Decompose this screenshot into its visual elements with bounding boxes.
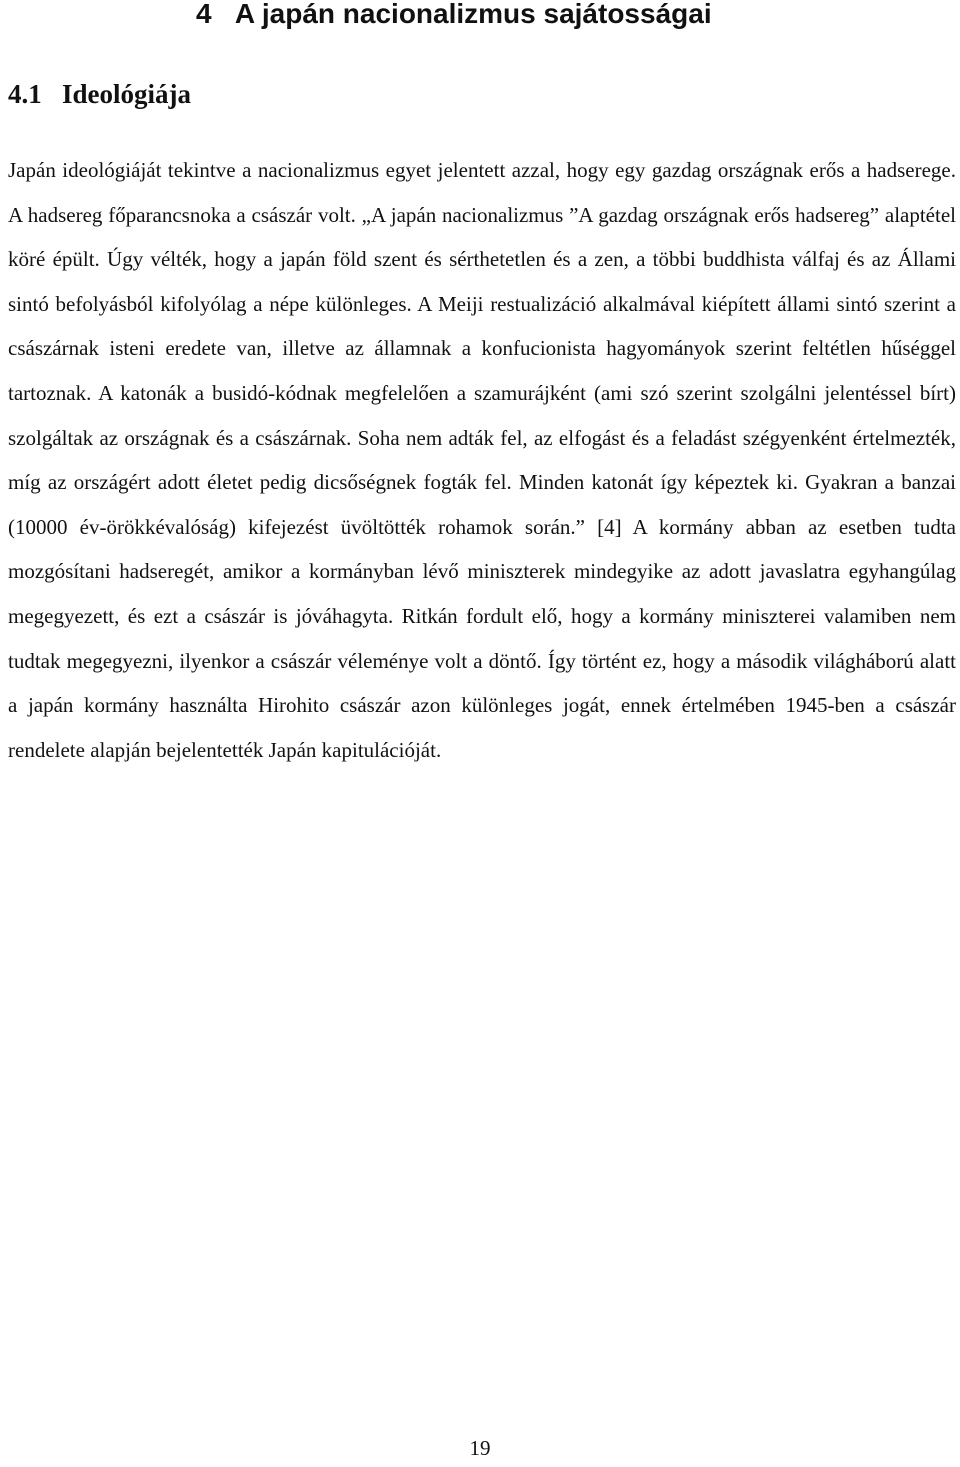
body-paragraph: Japán ideológiáját tekintve a nacionalizmus egyet jelentett azzal, hogy egy gazdag országnak erős a hadserege. A hadsereg főparancsnoka a császár volt. „A japán nacionalizmus ”A gazdag országnak erős hadsereg” alaptétel köré épült. Úgy vélték, hogy a japán föld szent és sérthetetlen és a zen, a többi buddhista válfaj és az Állami sintó befolyásból kifolyólag a népe különleges. A Meiji restualizáció alkalmával kiépített állami sintó szerint a császárnak isteni eredete van, illetve az államnak a konfucionista hagyományok szerint feltétlen hűséggel tartoznak. A katonák a busidó-kódnak megfelelően a szamurájként (ami szó szerint szolgálni jelentéssel bírt) szolgáltak az országnak és a császárnak. Soha nem adták fel, az elfogást és a feladást szégyenként értelmezték, míg az országért adott életet pedig dicsőségnek fogták fel. Minden katonát így képeztek ki. Gyakran a banzai (10000 év-örökkévalóság) kifejezést üvöltötték rohamok során.” [4] A kormány abban az esetben tudta mozgósítani hadseregét, amikor a kormányban lévő miniszterek mindegyike az adott javaslatra egyhangúlag megegyezett, és ezt a császár is jóváhagyta. Ritkán fordult elő, hogy a kormány miniszterei valamiben nem tudtak megegyezni, ilyenkor a császár véleménye volt a döntő. Így történt ez, hogy a második világháború alatt a japán kormány használta Hirohito császár azon különleges jogát, ennek értelmében 1945-ben a császár rendelete alapján bejelentették Japán kapitulációját. <box>8 158 956 762</box>
page-number: 19 <box>469 1436 491 1460</box>
chapter-title: A japán nacionalizmus sajátosságai <box>234 0 712 29</box>
section-heading <box>8 74 191 114</box>
chapter-heading <box>196 0 712 34</box>
section-number: 4.1 <box>8 79 42 109</box>
chapter-number: 4 <box>196 0 212 29</box>
section-title: Ideológiája <box>62 79 192 109</box>
